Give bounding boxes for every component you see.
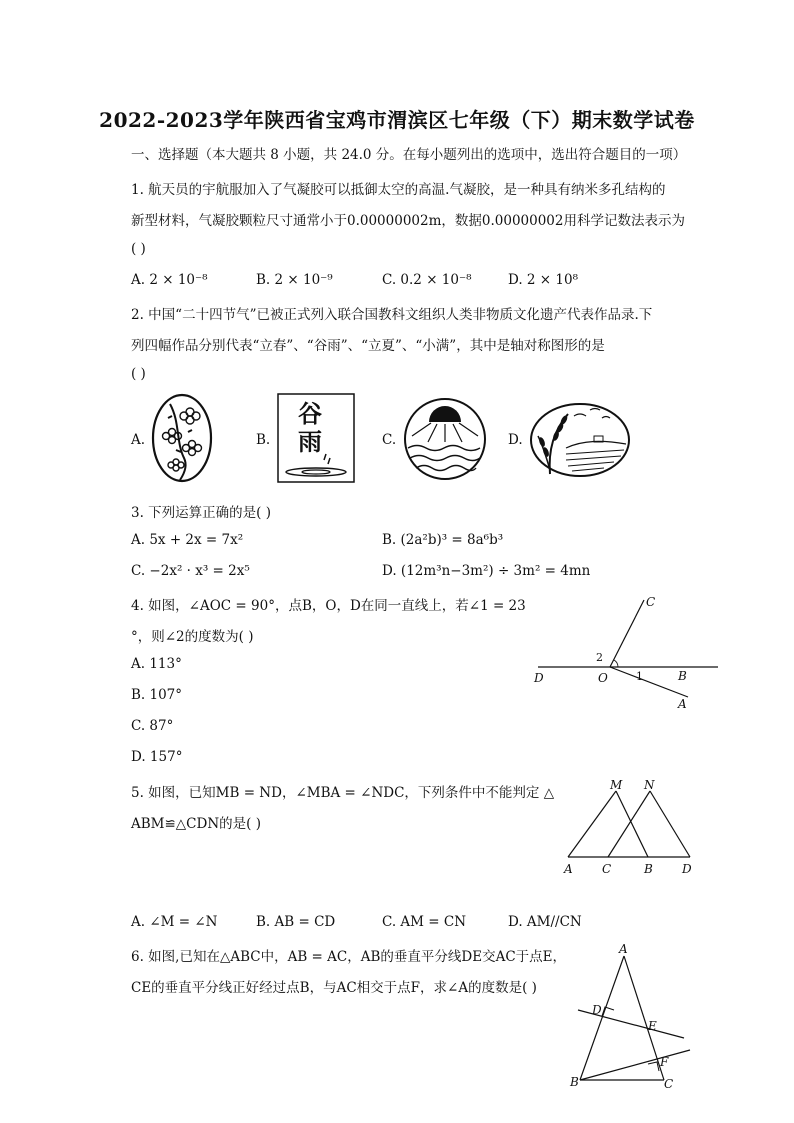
- q5-option-b[interactable]: B. AB = CD: [256, 914, 336, 930]
- q6-figure: [566, 940, 696, 1092]
- q2-image-grain-full[interactable]: [528, 400, 632, 480]
- q5-option-c[interactable]: C. AM = CN: [382, 914, 467, 930]
- q4-option-d[interactable]: D. 157°: [131, 749, 183, 765]
- q6-line1: 6. 如图,已知在△ABC中，AB = AC，AB的垂直平分线DE交AC于点E，: [131, 949, 567, 965]
- q5-option-a[interactable]: A. ∠M = ∠N: [131, 914, 218, 930]
- q5-label-b: B: [644, 862, 653, 876]
- q1-line3: ( ): [131, 241, 146, 257]
- q6-label-f: F: [660, 1055, 669, 1069]
- q4-option-c[interactable]: C. 87°: [131, 718, 174, 734]
- q5-line1: 5. 如图，已知MB = ND，∠MBA = ∠NDC，下列条件中不能判定 △: [131, 785, 555, 801]
- q6-label-c: C: [664, 1077, 674, 1091]
- q4-label-o: O: [598, 671, 608, 685]
- q1-option-b[interactable]: B. 2 × 10⁻⁹: [256, 272, 333, 288]
- q2-option-c[interactable]: C.: [382, 432, 397, 448]
- q5-figure: [556, 775, 706, 880]
- q5-label-n: N: [644, 778, 655, 792]
- q1-option-a[interactable]: A. 2 × 10⁻⁸: [131, 272, 208, 288]
- q2-line2: 列四幅作品分别代表“立春”、“谷雨”、“立夏”、“小满”，其中是轴对称图形的是: [131, 338, 605, 354]
- q4-label-b: B: [678, 669, 687, 683]
- q6-label-e: E: [648, 1019, 657, 1033]
- q2-line1: 2. 中国“二十四节气”已被正式列入联合国教科文组织人类非物质文化遗产代表作品录.下: [131, 307, 653, 323]
- q2-image-spring[interactable]: [150, 392, 214, 484]
- q4-label-angle2: 2: [596, 651, 603, 664]
- q4-label-d: D: [534, 671, 544, 685]
- q3-option-c[interactable]: C. −2x² · x³ = 2x⁵: [131, 563, 250, 579]
- q6-label-b: B: [570, 1075, 579, 1089]
- q2-option-b[interactable]: B.: [256, 432, 271, 448]
- q2-glyph-gu: 谷: [298, 399, 322, 428]
- q5-label-a: A: [564, 862, 573, 876]
- q1-option-c[interactable]: C. 0.2 × 10⁻⁸: [382, 272, 472, 288]
- q4-label-angle1: 1: [636, 670, 643, 683]
- q1-line1: 1. 航天员的宇航服加入了气凝胶可以抵御太空的高温.气凝胶，是一种具有纳米多孔结构的: [131, 182, 666, 198]
- q2-glyph-yu: 雨: [298, 427, 322, 456]
- q3-option-d[interactable]: D. (12m³n−3m²) ÷ 3m² = 4mn: [382, 563, 591, 579]
- q1-option-d[interactable]: D. 2 × 10⁸: [508, 272, 578, 288]
- q2-option-d[interactable]: D.: [508, 432, 523, 448]
- q3-line1: 3. 下列运算正确的是( ): [131, 505, 271, 521]
- q4-line1: 4. 如图，∠AOC = 90°，点B，O，D在同一直线上，若∠1 = 23: [131, 598, 526, 614]
- q5-label-m: M: [610, 778, 623, 792]
- q6-label-a: A: [619, 942, 628, 956]
- q4-option-b[interactable]: B. 107°: [131, 687, 183, 703]
- q2-image-summer[interactable]: [402, 396, 488, 482]
- q4-line2: °，则∠2的度数为( ): [131, 629, 254, 645]
- q4-figure: [528, 590, 728, 715]
- q3-option-b[interactable]: B. (2a²b)³ = 8a⁶b³: [382, 532, 504, 548]
- q5-label-d: D: [682, 862, 692, 876]
- page-title: 2022-2023学年陕西省宝鸡市渭滨区七年级（下）期末数学试卷: [99, 108, 695, 132]
- section-heading: 一、选择题（本大题共 8 小题，共 24.0 分。在每小题列出的选项中，选出符合题目的一项）: [131, 147, 687, 163]
- q6-label-d: D: [592, 1003, 602, 1017]
- q3-option-a[interactable]: A. 5x + 2x = 7x²: [131, 532, 244, 548]
- q2-line3: ( ): [131, 366, 146, 382]
- q4-option-a[interactable]: A. 113°: [131, 656, 182, 672]
- q4-label-c: C: [646, 595, 656, 609]
- q5-line2: ABM≌△CDN的是( ): [131, 816, 261, 832]
- q5-option-d[interactable]: D. AM//CN: [508, 914, 582, 930]
- q6-line2: CE的垂直平分线正好经过点B，与AC相交于点F，求∠A的度数是( ): [131, 980, 537, 996]
- q1-line2: 新型材料，气凝胶颗粒尺寸通常小于0.00000002m，数据0.00000002用科学记数法表示为: [131, 213, 685, 229]
- q4-label-a: A: [678, 697, 687, 711]
- q2-option-a[interactable]: A.: [131, 432, 146, 448]
- q2-image-grain-rain[interactable]: [276, 392, 356, 484]
- q5-label-c: C: [602, 862, 612, 876]
